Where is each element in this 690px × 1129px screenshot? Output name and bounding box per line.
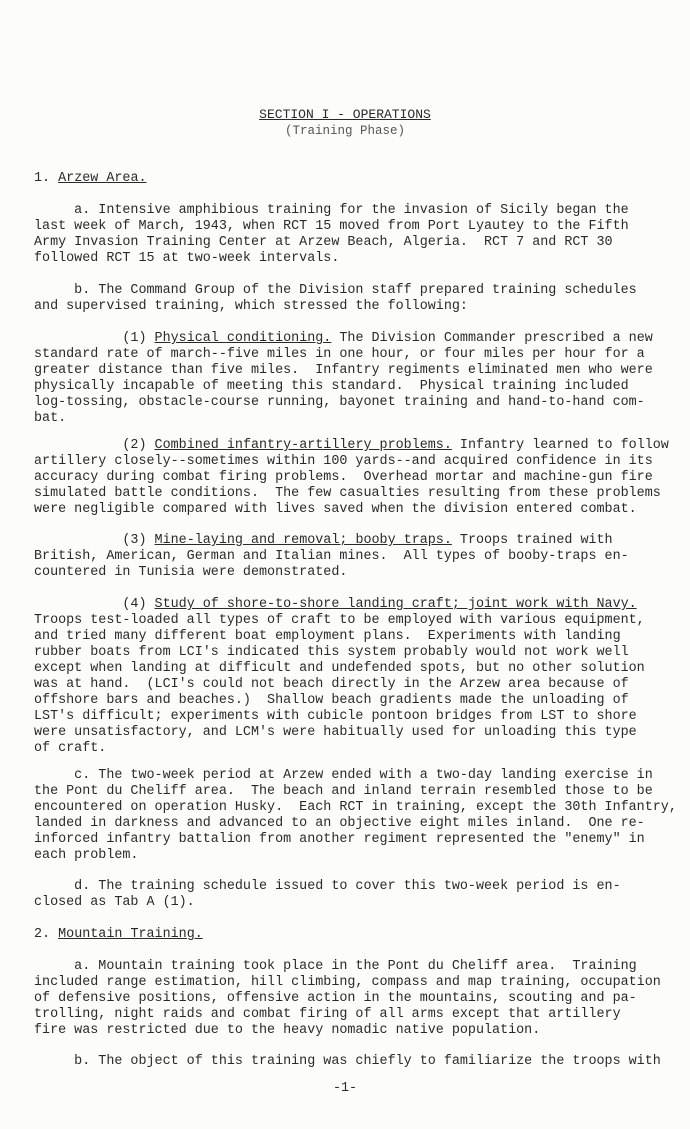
section-1-title: Arzew Area.: [58, 171, 147, 186]
paragraph-1b: b. The Command Group of the Division staff prepared training schedules and supervised training, which stressed the following:: [34, 283, 637, 314]
subheading-landing-craft: Study of shore-to-shore landing craft; joint work with Navy.: [154, 597, 637, 612]
subheading-physical-conditioning: Physical conditioning.: [154, 331, 332, 346]
section-subtitle: (Training Phase): [284, 124, 406, 138]
paragraph-1c: c. The two-week period at Arzew ended with a two-day landing exercise in the Pont du Cheliff area. The beach and inland terrain resembled those to be encountered on operation Husky. Each RCT in training, except the 30th Infantry, landed in darkness and advanced to an objective eight miles inland. One re- inforced infantry battalion from another regiment represented the "enemy" in each problem.: [34, 768, 677, 863]
paragraph-2b: b. The object of this training was chiefly to familiarize the troops with: [34, 1054, 661, 1069]
page-number: -1-: [332, 1081, 358, 1096]
paragraph-1b-1: (1) Physical conditioning. The Division Commander prescribed a new standard rate of march--five miles in one hour, or four miles per hour for a greater distance than five miles. Infantry regiments eliminated men who were physically incapable of meeting this standard. Physical training included log-tossing, obstacle-course running, bayonet training and hand-to-hand com- bat.: [34, 331, 653, 426]
paragraph-1b-4: (4) Study of shore-to-shore landing craft; joint work with Navy. Troops test-loaded all types of craft to be employed with various equipment, and tried many different boat employment plans. Experiments with landing rubber boats from LCI's indicated this system probably would not work well except when landing at difficult and undefended spots, but no other solution was at hand. (LCI's could not beach directly in the Arzew area because of offshore bars and beaches.) Shallow beach gradients made the unloading of LST's difficult; experiments with cubicle pontoon bridges from LST to shore were unsatisfactory, and LCM's were habitually used for unloading this type of craft.: [34, 597, 645, 756]
section-1-heading: 1. Arzew Area.: [34, 171, 147, 186]
paragraph-2a: a. Mountain training took place in the Pont du Cheliff area. Training included range estimation, hill climbing, compass and map training, occupation of defensive positions, offensive action in the mountains, scouting and pa- trolling, night raids and combat firing of all arms except that artillery fire was restricted due to the heavy nomadic native population.: [34, 959, 661, 1038]
paragraph-1b-2: (2) Combined infantry-artillery problems. Infantry learned to follow artillery closely--sometimes within 100 yards--and acquired confidence in its accuracy during combat firing problems. Overhead mortar and machine-gun fire simulated battle conditions. The few casualties resulting from these problems were negligible compared with lives saved when the division entered combat.: [34, 438, 669, 517]
subheading-mine-laying: Mine-laying and removal; booby traps.: [154, 533, 452, 548]
section-title: SECTION I - OPERATIONS: [259, 107, 431, 122]
section-2-title: Mountain Training.: [58, 927, 203, 942]
paragraph-1d: d. The training schedule issued to cover this two-week period is en- closed as Tab A (1).: [34, 879, 621, 910]
paragraph-1a: a. Intensive amphibious training for the invasion of Sicily began the last week of March, 1943, when RCT 15 moved from Port Lyautey to the Fifth Army Invasion Training Center at Arzew Beach, Algeria. RCT 7 and RCT 30 followed RCT 15 at two-week intervals.: [34, 203, 629, 266]
subheading-infantry-artillery: Combined infantry-artillery problems.: [154, 438, 452, 453]
paragraph-1b-3: (3) Mine-laying and removal; booby traps. Troops trained with British, American, German and Italian mines. All types of booby-traps en- countered in Tunisia were demonstrated.: [34, 533, 629, 580]
section-2-heading: 2. Mountain Training.: [34, 927, 203, 942]
